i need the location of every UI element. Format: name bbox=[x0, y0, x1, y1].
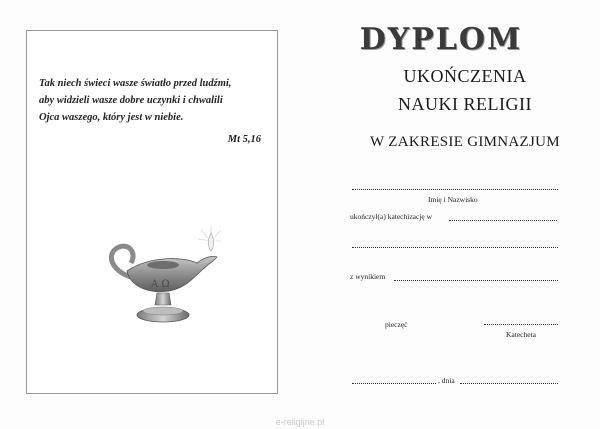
diploma-title bbox=[0, 22, 600, 57]
place-line[interactable] bbox=[352, 383, 436, 384]
catechist-line[interactable] bbox=[484, 324, 558, 325]
quote-line: Ojca waszego, który jest w niebie. bbox=[39, 112, 184, 123]
quote-line: Tak niech świeci wasze światło przed ludźmi, bbox=[39, 78, 232, 89]
oil-lamp-icon bbox=[101, 199, 221, 339]
scope-heading: W ZAKRESIE GIMNAZJUM bbox=[370, 134, 560, 150]
name-line[interactable] bbox=[352, 189, 558, 190]
parish-line-2[interactable] bbox=[352, 247, 558, 248]
subtitle-line-2: NAUKI RELIGII bbox=[398, 94, 532, 114]
watermark: e-religijne.pl bbox=[275, 417, 325, 427]
result-label: z wynikiem bbox=[350, 272, 386, 281]
quote-line: aby widzieli wasze dobre uczynki i chwalili bbox=[39, 95, 223, 106]
bible-quote bbox=[39, 75, 265, 126]
diploma-title-text: DYPLOM bbox=[359, 22, 523, 57]
completed-label: ukończył(a) katechizację w bbox=[350, 212, 433, 221]
subtitle-line-1: UKOŃCZENIA bbox=[403, 66, 527, 86]
svg-text:A Ω: A Ω bbox=[151, 279, 170, 290]
name-label: Imię i Nazwisko bbox=[428, 195, 478, 204]
date-label: , dnia bbox=[438, 376, 455, 385]
stamp-label: pieczęć bbox=[385, 320, 408, 329]
date-line[interactable] bbox=[460, 383, 558, 384]
parish-line[interactable] bbox=[449, 220, 557, 221]
catechist-label: Katecheta bbox=[506, 330, 536, 339]
quote-panel bbox=[26, 30, 278, 394]
result-line[interactable] bbox=[394, 280, 558, 281]
quote-reference: Mt 5,16 bbox=[227, 134, 261, 145]
